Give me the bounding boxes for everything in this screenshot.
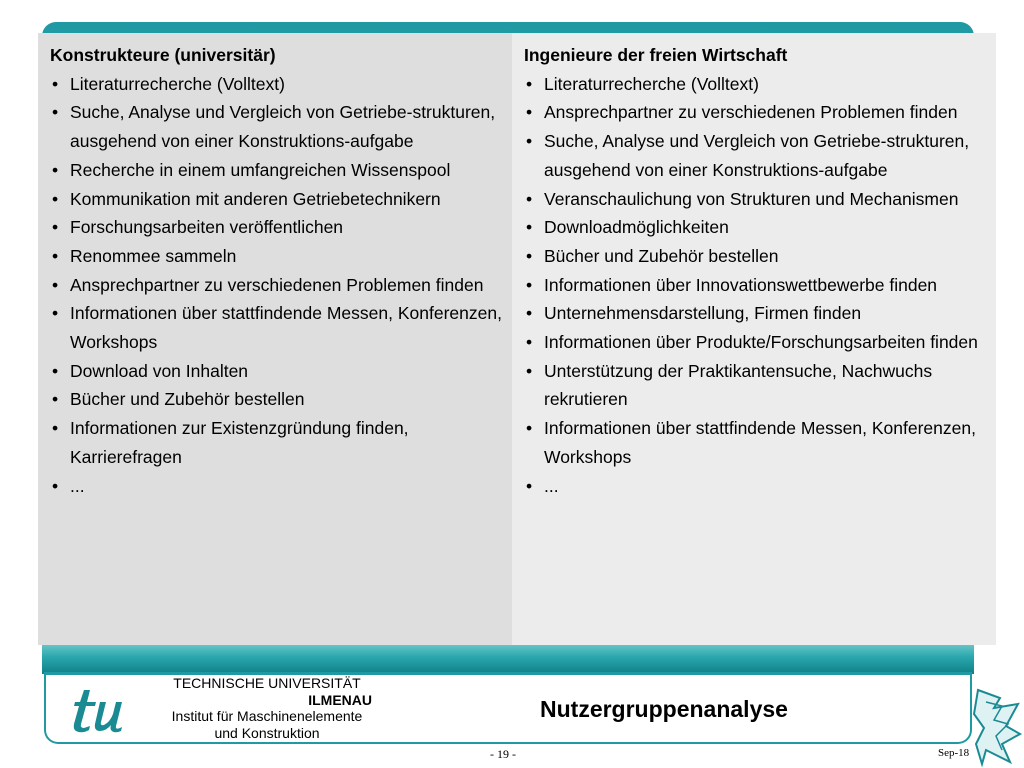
right-column	[512, 33, 996, 645]
bullet-item: • Bücher und Zubehör bestellen	[50, 385, 502, 414]
bullet-item: • Recherche in einem umfangreichen Wissenspool	[50, 156, 502, 185]
bullet-item: • Unternehmensdarstellung, Firmen finden	[524, 299, 986, 328]
slide-title: Nutzergruppenanalyse	[540, 696, 788, 722]
slide-date: Sep-18	[938, 747, 970, 759]
bullet-item: • Informationen zur Existenzgründung finden, Karrierefragen	[50, 414, 502, 471]
right-bullet-list	[524, 70, 986, 501]
tu-ilmenau-logo	[70, 684, 140, 734]
bullet-item: • Literaturrecherche (Volltext)	[50, 70, 502, 99]
university-name: TECHNISCHE UNIVERSITÄT	[173, 675, 361, 691]
bullet-item: • Informationen über stattfindende Messen, Konferenzen, Workshops	[524, 414, 986, 471]
bullet-item: • Bücher und Zubehör bestellen	[524, 242, 986, 271]
left-column	[38, 33, 512, 645]
bullet-item: • ...	[50, 472, 502, 501]
bullet-item: • Informationen über stattfindende Messen, Konferenzen, Workshops	[50, 299, 502, 356]
bullet-item: • Renommee sammeln	[50, 242, 502, 271]
institute-line-1: Institut für Maschinenelemente	[171, 708, 363, 724]
bullet-item: • Kommunikation mit anderen Getriebetechnikern	[50, 185, 502, 214]
bullet-item: • Download von Inhalten	[50, 357, 502, 386]
left-column-title: Konstrukteure (universitär)	[50, 45, 276, 65]
bullet-item: • Informationen über Innovationswettbewerbe finden	[524, 271, 986, 300]
corner-decoration-icon	[972, 684, 1024, 768]
bullet-item: • Suche, Analyse und Vergleich von Getriebe-strukturen, ausgehend von einer Konstruktions-aufgabe	[524, 127, 986, 184]
bullet-item: • Literaturrecherche (Volltext)	[524, 70, 986, 99]
bullet-item: • Suche, Analyse und Vergleich von Getriebe-strukturen, ausgehend von einer Konstruktions-aufgabe	[50, 98, 502, 155]
university-city: ILMENAU	[308, 691, 372, 708]
bullet-item: • Forschungsarbeiten veröffentlichen	[50, 213, 502, 242]
bullet-item: • ...	[524, 472, 986, 501]
teal-band	[42, 640, 974, 674]
bullet-item: • Ansprechpartner zu verschiedenen Problemen finden	[524, 98, 986, 127]
content-table	[38, 33, 996, 645]
university-block	[146, 675, 388, 741]
bullet-item: • Unterstützung der Praktikantensuche, Nachwuchs rekrutieren	[524, 357, 986, 414]
left-bullet-list	[50, 70, 502, 501]
bullet-item: • Veranschaulichung von Strukturen und Mechanismen	[524, 185, 986, 214]
bullet-item: • Ansprechpartner zu verschiedenen Problemen finden	[50, 271, 502, 300]
page-number: - 19 -	[490, 747, 516, 761]
institute-line-2: und Konstruktion	[214, 724, 320, 741]
right-column-title: Ingenieure der freien Wirtschaft	[524, 45, 788, 65]
bullet-item: • Downloadmöglichkeiten	[524, 213, 986, 242]
bullet-item: • Informationen über Produkte/Forschungsarbeiten finden	[524, 328, 986, 357]
